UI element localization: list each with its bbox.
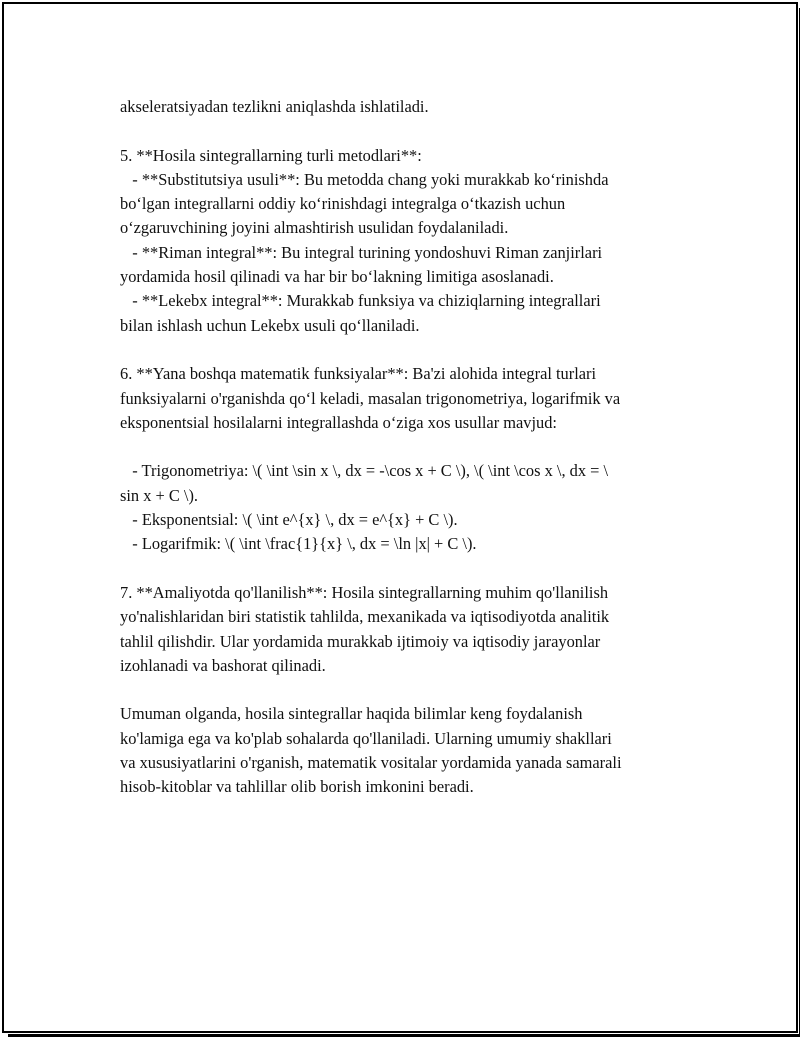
text-line: va xususiyatlarini o'rganish, matematik vositalar yordamida yanada samarali [120, 753, 622, 773]
text-line: - **Substitutsiya usuli**: Bu metodda chang yoki murakkab ko‘rinishda [120, 169, 609, 189]
paragraph-section-6 [120, 362, 694, 435]
text-line: - **Riman integral**: Bu integral turining yondoshuvi Riman zanjirlari [120, 242, 603, 262]
text-line: hisob-kitoblar va tahlillar olib borish imkonini beradi. [120, 777, 474, 797]
text-line: bo‘lgan integrallarni oddiy ko‘rinishdagi integralga o‘tkazish uchun [120, 194, 566, 214]
paragraph-conclusion [120, 702, 694, 799]
text-line: izohlanadi va bashorat qilinadi. [120, 655, 326, 675]
text-line: funksiyalarni o'rganishda qo‘l keladi, masalan trigonometriya, logarifmik va [120, 388, 621, 408]
section-heading: 6. **Yana boshqa matematik funksiyalar**: Ba'zi alohida integral turlari [120, 364, 597, 384]
text-line: akseleratsiyadan tezlikni aniqlashda ishlatiladi. [120, 97, 429, 116]
section-heading: 5. **Hosila sintegrallarning turli metodlari**: [120, 145, 422, 165]
paragraph-intro-fragment [120, 95, 694, 119]
text-line: bilan ishlash uchun Lekebx usuli qo‘llaniladi. [120, 315, 420, 335]
text-line: Umuman olganda, hosila sintegrallar haqida bilimlar keng foydalanish [120, 704, 583, 724]
paragraph-section-7 [120, 581, 694, 678]
text-line: ko'lamiga ega va ko'plab sohalarda qo'llaniladi. Ularning umumiy shakllari [120, 728, 612, 748]
text-line: tahlil qilishdir. Ular yordamida murakkab ijtimoiy va iqtisodiy jarayonlar [120, 631, 601, 651]
text-line: eksponentsial hosilalarni integrallashda o‘ziga xos usullar mavjud: [120, 412, 557, 432]
paragraph-section-5 [120, 144, 694, 338]
formula-line: - Logarifmik: \( \int \frac{1}{x} \, dx = \ln |x| + C \). [120, 534, 477, 554]
document-body [120, 95, 694, 824]
document-page [2, 2, 798, 1033]
text-line: yo'nalishlaridan biri statistik tahlilda, mexanikada va iqtisodiyotda analitik [120, 607, 610, 627]
formula-line: - Eksponentsial: \( \int e^{x} \, dx = e^{x} + C \). [120, 510, 458, 530]
paragraph-formulas [120, 459, 694, 556]
formula-line: - Trigonometriya: \( \int \sin x \, dx = -\cos x + C \), \( \int \cos x \, dx = \ [120, 461, 609, 481]
text-line: yordamida hosil qilinadi va har bir bo‘lakning limitiga asoslanadi. [120, 267, 554, 287]
text-line: o‘zgaruvchining joyini almashtirish usulidan foydalaniladi. [120, 218, 509, 238]
section-heading: 7. **Amaliyotda qo'llanilish**: Hosila sintegrallarning muhim qo'llanilish [120, 582, 609, 602]
formula-line: sin x + C \). [120, 485, 198, 505]
text-line: - **Lekebx integral**: Murakkab funksiya va chiziqlarning integrallari [120, 291, 601, 311]
